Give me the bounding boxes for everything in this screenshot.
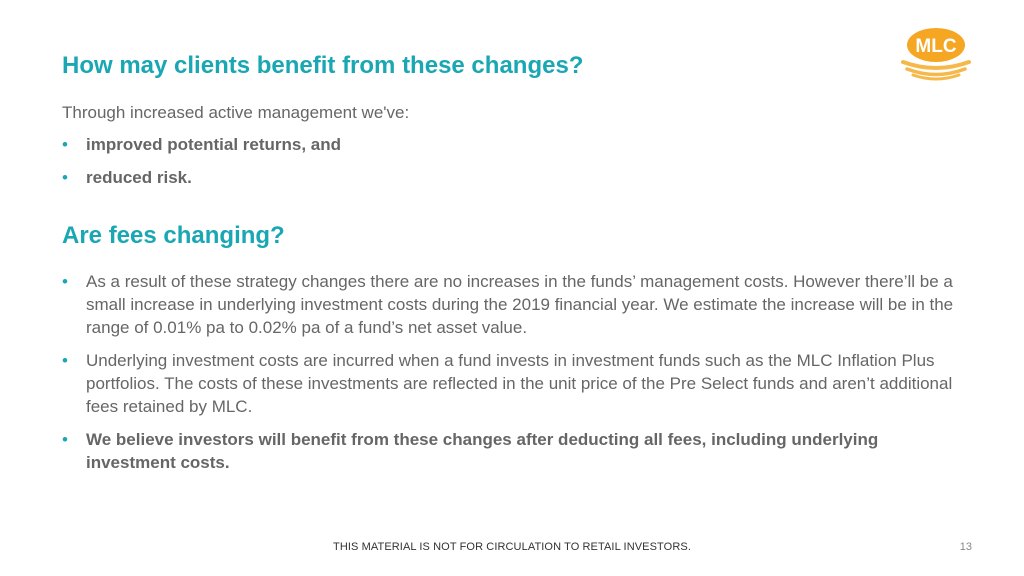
list-item: • reduced risk. — [62, 168, 192, 187]
heading-benefits: How may clients benefit from these changes? — [62, 52, 584, 79]
page-number: 13 — [959, 541, 972, 553]
list-item: • As a result of these strategy changes there are no increases in the funds’ management costs. However there’ll be a small increase in underlying investment costs during the 2019 financial year. We estimate the increase will be in the range of 0.01% pa to 0.02% pa of a fund’s net asset value. — [62, 272, 954, 337]
list-item: • Underlying investment costs are incurred when a fund invests in investment funds such as the MLC Inflation Plus portfolios. The costs of these investments are reflected in the unit price of the Pre Select funds and aren’t additional fees retained by MLC. — [62, 351, 953, 416]
list-item: • improved potential returns, and — [62, 135, 342, 154]
list-item: • We believe investors will benefit from these changes after deducting all fees, including underlying investment costs. — [62, 430, 879, 472]
bullet-icon: • — [62, 168, 68, 187]
benefits-list — [62, 134, 341, 200]
footer-disclaimer: THIS MATERIAL IS NOT FOR CIRCULATION TO RETAIL INVESTORS. — [333, 541, 691, 553]
logo-text: MLC — [915, 36, 957, 57]
fees-list — [62, 270, 968, 484]
bullet-icon: • — [62, 351, 68, 370]
intro-text: Through increased active management we've: — [62, 103, 410, 122]
bullet-icon: • — [62, 430, 68, 449]
bullet-icon: • — [62, 135, 68, 154]
heading-fees: Are fees changing? — [62, 222, 285, 249]
bullet-icon: • — [62, 272, 68, 291]
mlc-logo — [896, 26, 976, 82]
